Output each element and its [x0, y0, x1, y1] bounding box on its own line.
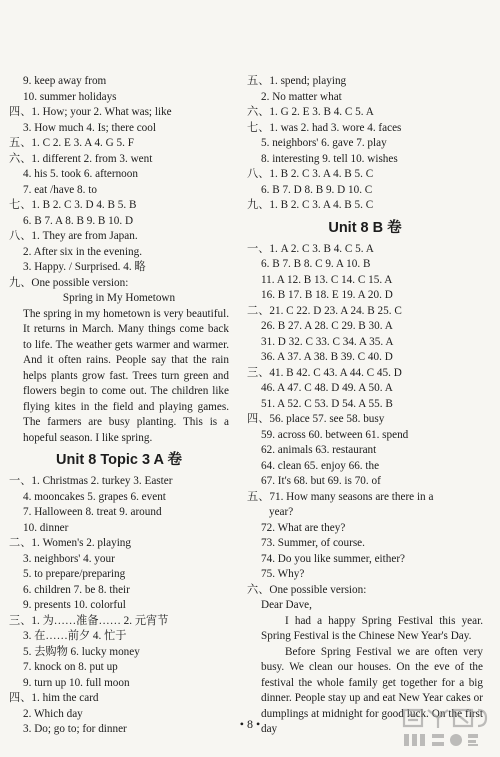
answer-line: 二、21. C 22. D 23. A 24. B 25. C	[247, 304, 402, 317]
answer-line: 五、1. C 2. E 3. A 4. G 5. F	[9, 137, 134, 149]
answer-line: 74. Do you like summer, either?	[261, 552, 406, 565]
answer-line: 三、41. B 42. C 43. A 44. C 45. D	[247, 366, 402, 379]
answer-line: 7. knock on 8. put up	[23, 661, 118, 673]
answer-line: year?	[269, 506, 294, 518]
page-number: • 8 •	[239, 717, 261, 731]
answer-line: 64. clean 65. enjoy 66. the	[261, 459, 380, 472]
watermark-logo	[398, 702, 494, 752]
answer-line: 67. It's 68. but 69. is 70. of	[261, 475, 381, 487]
answer-line: 七、1. was 2. had 3. wore 4. faces	[247, 121, 402, 134]
answer-line: 16. B 17. B 18. E 19. A 20. D	[261, 289, 393, 301]
right-column	[247, 74, 483, 738]
answer-line: 4. his 5. took 6. afternoon	[23, 168, 138, 180]
answer-line: 7. eat /have 8. to	[23, 183, 97, 196]
answer-line: 7. Halloween 8. treat 9. around	[23, 506, 162, 518]
answer-line: 9. keep away from	[23, 75, 107, 87]
answer-line: 6. B 7. D 8. B 9. D 10. C	[261, 183, 373, 196]
answer-line: 73. Summer, of course.	[261, 537, 365, 549]
letter-paragraph-2: Before Spring Festival we are often very busy. We clean our houses. On the eve of the festival the whole family get together for a big dinner. People stay up and eat New Year cakes or dumplings at midnight for good luck. On the first day	[261, 645, 483, 735]
essay-title: Spring in My Hometown	[62, 292, 176, 304]
answer-line: 九、One possible version:	[9, 276, 129, 289]
answer-line: 10. summer holidays	[23, 90, 117, 103]
answer-line: 2. Which day	[23, 707, 83, 720]
answer-line: 3. Do; go to; for dinner	[23, 723, 127, 735]
answer-line: 72. What are they?	[261, 521, 346, 534]
letter-paragraph-1: I had a happy Spring Festival this year. Spring Festival is the Chinese New Year's Day.	[261, 614, 483, 642]
section-heading-unit8-topic3-a: Unit 8 Topic 3 A 卷	[56, 452, 182, 468]
answer-line: 3. neighbors' 4. your	[23, 552, 115, 565]
answer-line: 3. How much 4. Is; there cool	[23, 121, 156, 134]
answer-line: 46. A 47. C 48. D 49. A 50. A	[261, 382, 393, 394]
answer-line: 5. to prepare/preparing	[23, 568, 126, 580]
answers-block-2	[9, 474, 229, 738]
answer-line: 三、1. 为……准备…… 2. 元宵节	[9, 614, 169, 627]
answer-line: 九、1. B 2. C 3. A 4. B 5. C	[247, 199, 374, 211]
answer-line: 6. children 7. be 8. their	[23, 583, 130, 596]
answer-line: 62. animals 63. restaurant	[261, 444, 377, 456]
answer-line: 八、1. B 2. C 3. A 4. B 5. C	[247, 168, 374, 180]
left-column	[9, 74, 229, 738]
answer-line: 五、71. How many seasons are there in a	[247, 490, 434, 503]
answer-line: 11. A 12. B 13. C 14. C 15. A	[261, 273, 393, 286]
answer-line: 六、One possible version:	[247, 583, 367, 596]
answer-line: 6. B 7. A 8. B 9. B 10. D	[23, 214, 134, 227]
essay-text: The spring in my hometown is very beautiful. It returns in March. Many things come back to life. The weather gets warmer and warmer. And it often rains. People say that the rain helps plants grow fast. Trees turn green and flowers begin to come out. The children like flying kites in the field and playing games. The farmers are busy planting. This is a hopeful season. I like spring.	[23, 307, 229, 444]
answers-block-1	[9, 74, 229, 291]
answer-line: 59. across 60. between 61. spend	[261, 428, 409, 441]
answer-line: 26. B 27. A 28. C 29. B 30. A	[261, 320, 393, 332]
answer-line: 9. presents 10. colorful	[23, 599, 126, 611]
answer-line: 2. After six in the evening.	[23, 245, 142, 258]
answer-line: 3. Happy. / Surprised. 4. 略	[23, 261, 146, 273]
answer-line: 3. 在……前夕 4. 忙于	[23, 630, 127, 642]
answer-line: 75. Why?	[261, 568, 305, 580]
answer-line: 五、1. spend; playing	[247, 75, 347, 87]
answer-line: 6. B 7. B 8. C 9. A 10. B	[261, 258, 371, 270]
answer-line: 5. neighbors' 6. gave 7. play	[261, 137, 387, 149]
answers-block-3	[247, 74, 483, 214]
answer-line: 六、1. G 2. E 3. B 4. C 5. A	[247, 106, 374, 118]
answer-line: 二、1. Women's 2. playing	[9, 537, 131, 549]
answer-line: 51. A 52. C 53. D 54. A 55. B	[261, 397, 393, 410]
section-heading-unit8-b: Unit 8 B 卷	[328, 219, 402, 236]
answer-line: 六、1. different 2. from 3. went	[9, 152, 153, 165]
answer-line: 四、1. him the card	[9, 692, 99, 704]
answer-line: 31. D 32. C 33. C 34. A 35. A	[261, 335, 394, 348]
answer-line: 9. turn up 10. full moon	[23, 676, 130, 689]
answers-block-4	[247, 242, 483, 614]
answer-line: 一、1. A 2. C 3. B 4. C 5. A	[247, 242, 374, 255]
answer-line: 36. A 37. A 38. B 39. C 40. D	[261, 351, 393, 363]
answer-line: 四、1. How; your 2. What was; like	[9, 106, 172, 118]
answer-line: Dear Dave,	[261, 599, 312, 611]
answer-line: 一、1. Christmas 2. turkey 3. Easter	[9, 475, 173, 487]
answer-line: 八、1. They are from Japan.	[9, 230, 138, 242]
answer-line: 5. 去购物 6. lucky money	[23, 645, 140, 658]
answer-line: 4. mooncakes 5. grapes 6. event	[23, 490, 166, 503]
answer-line: 七、1. B 2. C 3. D 4. B 5. B	[9, 199, 137, 211]
answer-line: 10. dinner	[23, 521, 69, 534]
answer-line: 四、56. place 57. see 58. busy	[247, 413, 385, 425]
answer-line: 2. No matter what	[261, 90, 342, 103]
answer-line: 8. interesting 9. tell 10. wishes	[261, 152, 398, 165]
